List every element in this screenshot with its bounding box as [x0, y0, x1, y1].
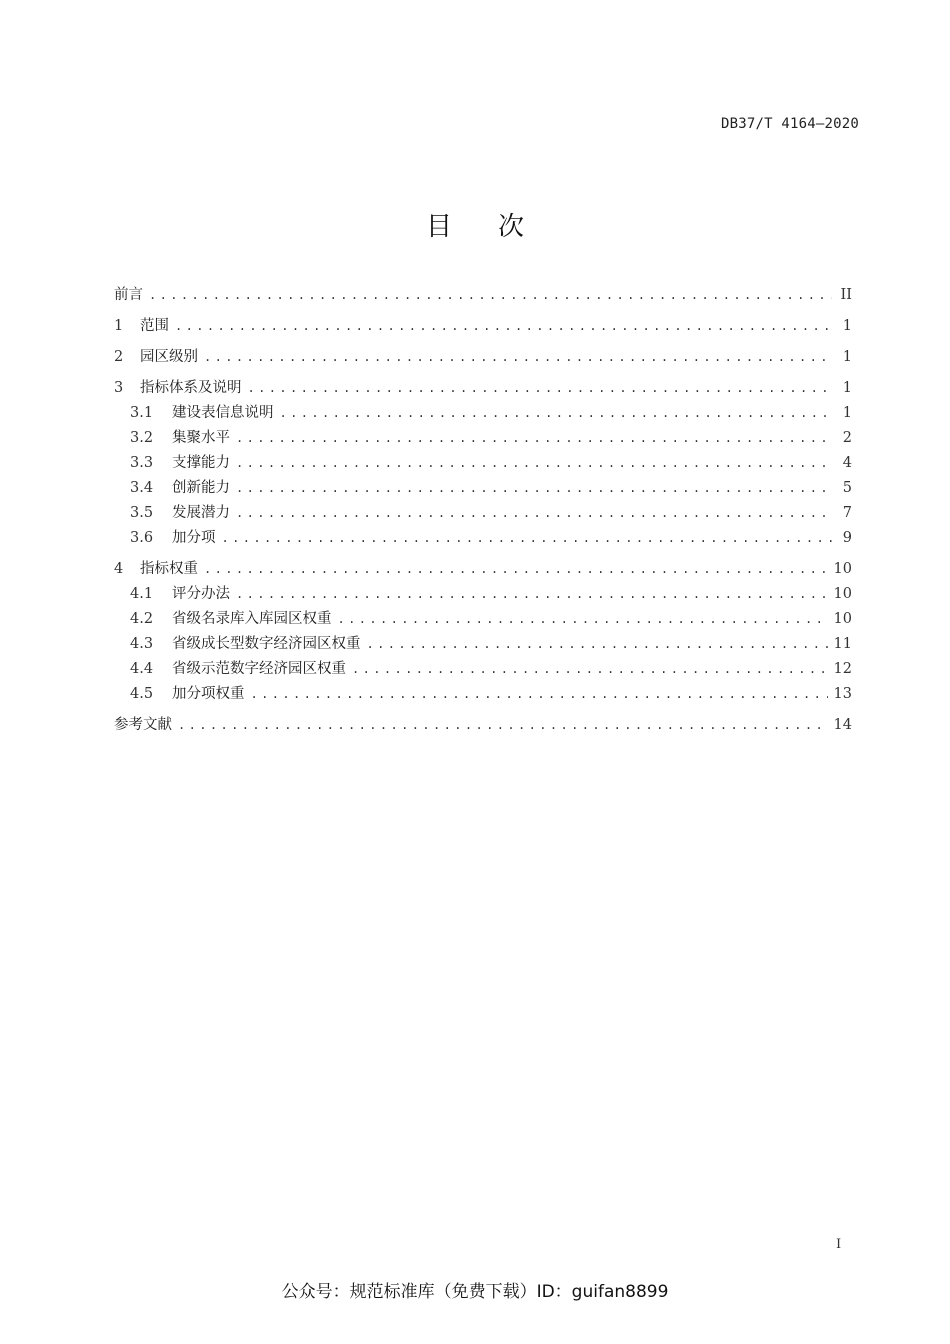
toc-entry-number: 4.3 — [130, 636, 154, 652]
toc-entry-page: II — [840, 287, 852, 303]
toc-entry-number: 3.5 — [130, 505, 154, 521]
toc-entry-label: 前言 — [114, 287, 143, 303]
toc-entry-label: 省级名录库入库园区权重 — [172, 611, 332, 627]
watermark-text: 公众号：规范标准库（免费下载）ID：guifan8899 — [281, 1282, 669, 1302]
toc-leader-dots — [352, 660, 828, 678]
toc-entry-label: 指标体系及说明 — [140, 380, 242, 396]
table-of-contents — [114, 286, 852, 734]
toc-entry-page: 10 — [833, 611, 852, 627]
toc-entry-label: 集聚水平 — [172, 430, 230, 446]
toc-entry-page: 9 — [842, 530, 852, 546]
toc-entry-page: 10 — [833, 586, 852, 602]
toc-entry[interactable] — [114, 286, 852, 304]
toc-entry[interactable] — [114, 585, 852, 603]
toc-leader-dots — [367, 635, 828, 653]
toc-entry-number: 4.2 — [130, 611, 154, 627]
toc-leader-dots — [338, 610, 828, 628]
toc-entry-page: 7 — [842, 505, 852, 521]
toc-entry-number: 3.4 — [130, 480, 154, 496]
toc-entry-label: 支撑能力 — [172, 455, 230, 471]
toc-entry-number: 2 — [114, 349, 124, 365]
toc-title: 目次 — [425, 212, 570, 242]
toc-leader-dots — [178, 716, 828, 734]
toc-entry-page: 5 — [842, 480, 852, 496]
toc-entry-page: 13 — [833, 686, 852, 702]
toc-leader-dots — [280, 404, 833, 422]
toc-leader-dots — [236, 504, 832, 522]
toc-entry[interactable] — [114, 379, 852, 397]
toc-entry-label: 省级成长型数字经济园区权重 — [172, 636, 361, 652]
toc-entry[interactable] — [114, 560, 852, 578]
toc-entry-page: 10 — [833, 561, 852, 577]
toc-entry-label: 范围 — [140, 318, 169, 334]
toc-entry-number: 3.6 — [130, 530, 154, 546]
toc-entry[interactable] — [114, 404, 852, 422]
toc-entry[interactable] — [114, 348, 852, 366]
toc-entry-page: 2 — [842, 430, 852, 446]
toc-leader-dots — [236, 585, 828, 603]
toc-leader-dots — [222, 529, 833, 547]
toc-entry-page: 4 — [842, 455, 852, 471]
toc-leader-dots — [204, 348, 832, 366]
toc-entry-page: 1 — [842, 380, 852, 396]
toc-entry[interactable] — [114, 454, 852, 472]
toc-entry-number: 3.3 — [130, 455, 154, 471]
toc-entry-page: 1 — [842, 405, 852, 421]
toc-entry-label: 加分项权重 — [172, 686, 245, 702]
toc-entry[interactable] — [114, 660, 852, 678]
toc-entry-page: 14 — [833, 717, 852, 733]
toc-entry-label: 园区级别 — [140, 349, 198, 365]
toc-entry-number: 3.2 — [130, 430, 154, 446]
document-code: DB37/T 4164—2020 — [720, 116, 859, 132]
toc-leader-dots — [236, 479, 832, 497]
toc-entry[interactable] — [114, 317, 852, 335]
toc-leader-dots — [248, 379, 833, 397]
toc-entry[interactable] — [114, 429, 852, 447]
toc-leader-dots — [251, 685, 828, 703]
toc-entry-page: 11 — [833, 636, 852, 652]
toc-leader-dots — [175, 317, 832, 335]
toc-entry-number: 4.4 — [130, 661, 154, 677]
toc-entry-number: 4.5 — [130, 686, 154, 702]
toc-entry-label: 省级示范数字经济园区权重 — [172, 661, 346, 677]
toc-entry-label: 指标权重 — [140, 561, 198, 577]
toc-entry-page: 1 — [842, 349, 852, 365]
toc-leader-dots — [236, 429, 832, 447]
toc-entry[interactable] — [114, 504, 852, 522]
toc-entry-number: 3.1 — [130, 405, 154, 421]
toc-entry-number: 4.1 — [130, 586, 154, 602]
toc-entry[interactable] — [114, 685, 852, 703]
toc-leader-dots — [149, 286, 832, 304]
toc-entry-label: 建设表信息说明 — [172, 405, 274, 421]
toc-entry-number: 4 — [114, 561, 124, 577]
page-number: I — [836, 1237, 842, 1252]
toc-entry-label: 创新能力 — [172, 480, 230, 496]
toc-entry-number: 3 — [114, 380, 124, 396]
toc-entry[interactable] — [114, 610, 852, 628]
toc-leader-dots — [204, 560, 828, 578]
toc-entry-label: 发展潜力 — [172, 505, 230, 521]
toc-entry[interactable] — [114, 716, 852, 734]
toc-entry[interactable] — [114, 479, 852, 497]
toc-entry-page: 12 — [833, 661, 852, 677]
toc-entry-number: 1 — [114, 318, 124, 334]
toc-entry-label: 评分办法 — [172, 586, 230, 602]
toc-entry-page: 1 — [842, 318, 852, 334]
toc-entry-label: 参考文献 — [114, 717, 172, 733]
toc-entry[interactable] — [114, 529, 852, 547]
toc-entry-label: 加分项 — [172, 530, 216, 546]
toc-leader-dots — [236, 454, 832, 472]
toc-entry[interactable] — [114, 635, 852, 653]
